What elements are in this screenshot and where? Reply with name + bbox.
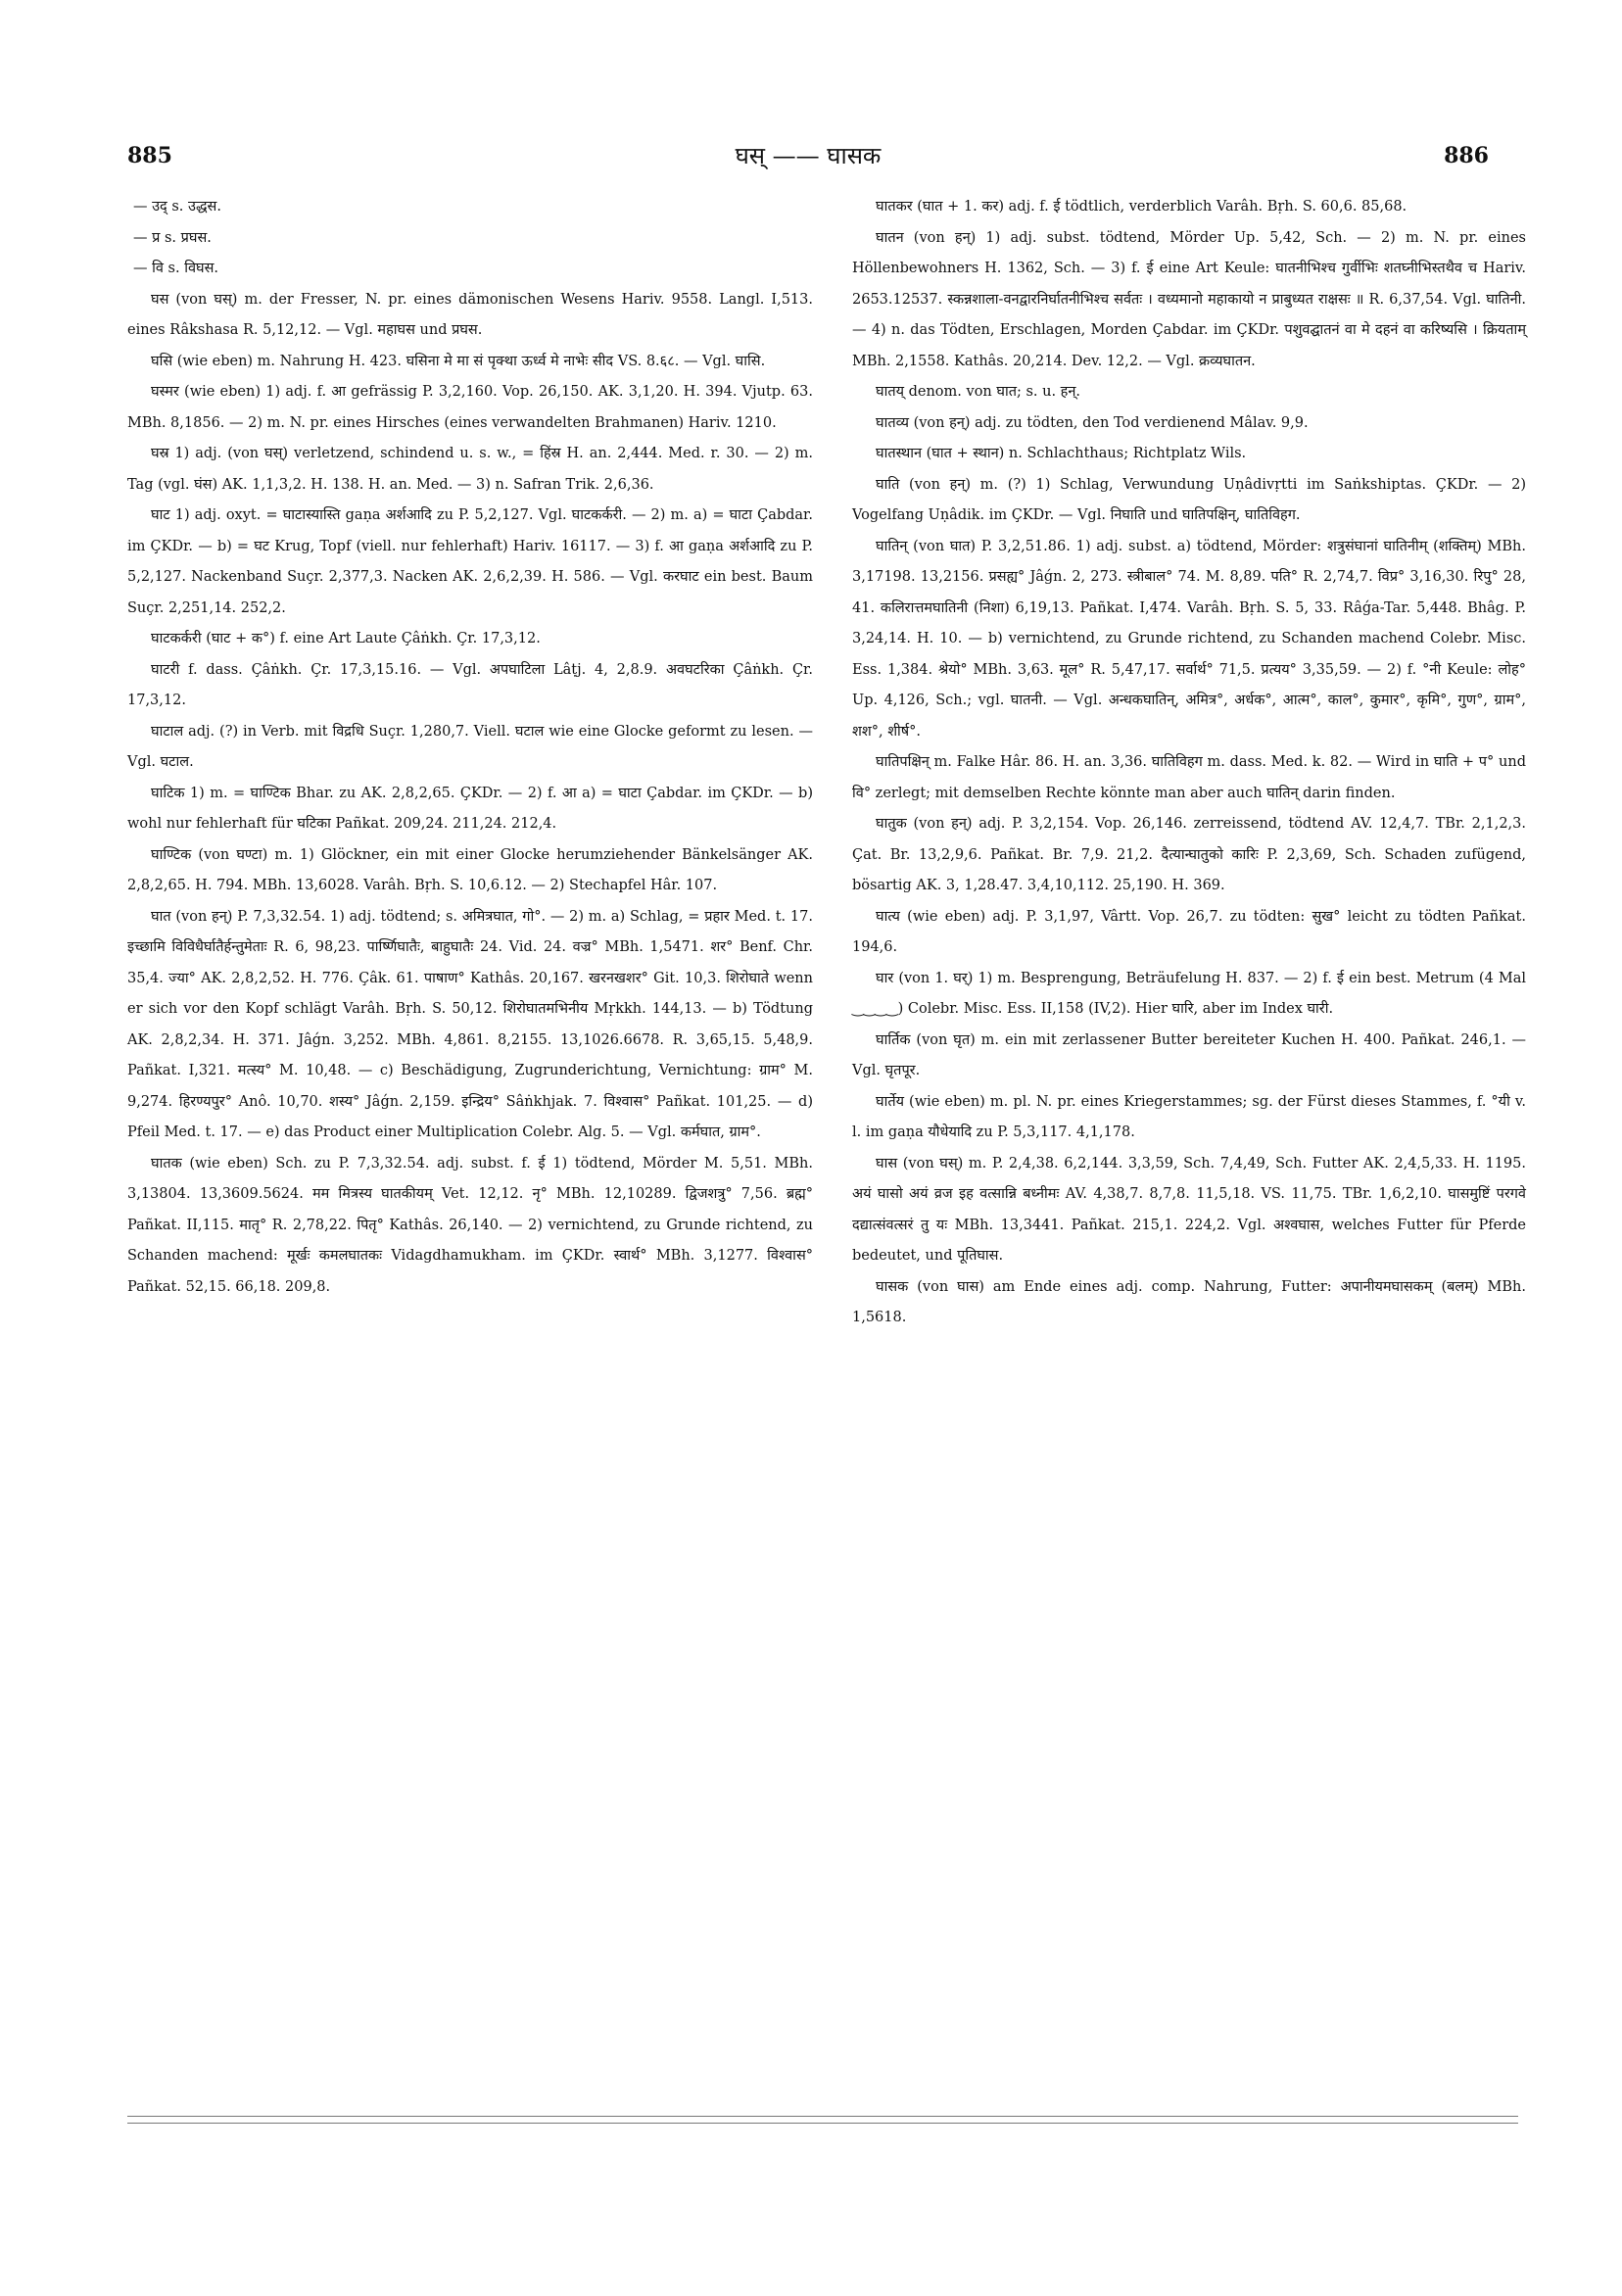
dictionary-entry: घातस्थान (घात + स्थान) n. Schlachthaus; Richtplatz Wils. <box>876 446 1247 461</box>
dictionary-entry: घास (von घस्) m. P. 2,4,38. 6,2,144. 3,3,59, Sch. 7,4,49, Sch. Futter AK. 2,4,5,33. H. 1195. अयं घासो अयं व्रज इह वत्सान्नि बध्नीमः AV. 4,38,7. 8,7,8. 11,5,18. VS. 11,75. TBr. 1,6,2,10. घासमुष्टिं परगवे दद्यात्संवत्सरं तु यः MBh. 13,3441. Pañkat. 215,1. 224,2. Vgl. अश्वघास, welches Futter für Pferde bedeutet, und पूतिघास. <box>852 1155 1526 1264</box>
dictionary-entry: घात्य (wie eben) adj. P. 3,1,97, Vârtt. Vop. 26,7. zu tödten: सुख° leicht zu tödten Pañkat. 194,6. <box>852 908 1526 955</box>
sub-entry: — उद् s. उद्धस. <box>133 199 221 215</box>
dictionary-entry: घातन (von हन्) 1) adj. subst. tödtend, Mörder Up. 5,42, Sch. — 2) m. N. pr. eines Höllenbewohners H. 1362, Sch. — 3) f. ई eine Art Keule: घातनीभिश्च गुर्वीभिः शतघ्नीभिस्तथैव च Hariv. 2653.12537. स्कन्नशाला-वनद्वारनिर्घातनीभिश्च सर्वतः । वध्यमानो महाकायो न प्राबुध्यत राक्षसः ॥ R. 6,37,54. Vgl. घातिनी. — 4) n. das Tödten, Erschlagen, Morden Çabdar. im ÇKDr. पशुवद्घातनं वा मे दहनं वा करिष्यसि । क्रियताम् MBh. 2,1558. Kathâs. 20,214. Dev. 12,2. — Vgl. क्रव्यघातन. <box>852 229 1526 369</box>
dictionary-entry: घार्तेय (wie eben) m. pl. N. pr. eines Kriegerstammes; sg. der Fürst dieses Stammes, f. °यी v. l. im gaṇa यौधेयादि zu P. 5,3,117. 4,1,178. <box>852 1093 1526 1140</box>
running-title: घस् —— घासक <box>735 142 882 169</box>
dictionary-entry: घाण्टिक (von घण्टा) m. 1) Glöckner, ein mit einer Glocke herumziehender Bänkelsänger AK. 2,8,2,65. H. 794. MBh. 13,6028. Varâh. Bṛh. S. 10,6.12. — 2) Stechapfel Hâr. 107. <box>127 846 813 893</box>
dictionary-entry: घाति (von हन्) m. (?) 1) Schlag, Verwundung Uṇâdivṛtti im Saṅkshiptas. ÇKDr. — 2) Vogelfang Uṇâdik. im ÇKDr. — Vgl. निघाति und घातिपक्षिन्, घातिविहग. <box>852 476 1526 523</box>
dictionary-entry: घातुक (von हन्) adj. P. 3,2,154. Vop. 26,146. zerreissend, tödtend AV. 12,4,7. TBr. 2,1,2,3. Çat. Br. 13,2,9,6. Pañkat. Br. 7,9. 21,2. दैत्यान्घातुको कारिः P. 2,3,69, Sch. Schaden zufügend, bösartig AK. 3, 1,28.47. 3,4,10,112. 25,190. H. 369. <box>852 816 1526 893</box>
dictionary-entry: घाटरी f. dass. Çâṅkh. Çr. 17,3,15.16. — Vgl. अपघाटिला Lâṭj. 4, 2,8.9. अवघटरिका Çâṅkh. Çr. 17,3,12. <box>127 661 813 708</box>
dictionary-entry: घस्र 1) adj. (von घस्) verletzend, schindend u. s. w., = हिंस्र H. an. 2,444. Med. r. 30. — 2) m. Tag (vgl. घंस) AK. 1,1,3,2. H. 138. H. an. Med. — 3) n. Safran Trik. 2,6,36. <box>127 446 813 493</box>
dictionary-entry: घातव्य (von हन्) adj. zu tödten, den Tod verdienend Mâlav. 9,9. <box>876 414 1309 431</box>
right-column <box>852 192 1526 1334</box>
dictionary-entry: घाटकर्करी (घाट + क°) f. eine Art Laute Çâṅkh. Çr. 17,3,12. <box>151 631 541 646</box>
dictionary-entry: घातय् denom. von घात; s. u. हन्. <box>876 384 1081 400</box>
dictionary-entry: घस्मर (wie eben) 1) adj. f. आ gefrässig P. 3,2,160. Vop. 26,150. AK. 3,1,20. H. 394. Vjutp. 63. MBh. 8,1856. — 2) m. N. pr. eines Hirsches (eines verwandelten Brahmanen) Hariv. 1210. <box>127 384 813 431</box>
dictionary-entry: घात (von हन्) P. 7,3,32.54. 1) adj. tödtend; s. अमित्रघात, गो°. — 2) m. a) Schlag, = प्रहार Med. t. 17. इच्छामि विविधैर्घातैर्हन्तुमेताः R. 6, 98,23. पार्ष्णिघातैः, बाहुघातैः 24. Vid. 24. वज्र° MBh. 1,5471. शर° Benf. Chr. 35,4. ज्या° AK. 2,8,2,52. H. 776. Çâk. 61. पाषाण° Kathâs. 20,167. खरनखशर° Git. 10,3. शिरोघाते wenn er sich vor den Kopf schlägt Varâh. Bṛh. S. 50,12. शिरोघातमभिनीय Mṛkkh. 144,13. — b) Tödtung AK. 2,8,2,34. H. 371. Jâǵn. 3,252. MBh. 4,861. 8,2155. 13,1026.6678. R. 3,65,15. 5,48,9. Pañkat. I,321. मत्स्य° M. 10,48. — c) Beschädigung, Zugrunderichtung, Vernichtung: ग्राम° M. 9,274. हिरण्यपुर° Anô. 10,70. शस्य° Jâǵn. 2,159. इन्द्रिय° Sâṅkhjak. 7. विश्वास° Pañkat. 101,25. — d) Pfeil Med. t. 17. — e) das Product einer Multiplication Colebr. Alg. 5. — Vgl. कर्मघात, ग्राम°. <box>127 908 813 1140</box>
left-column <box>127 192 813 1303</box>
dictionary-entry: घाटाल adj. (?) in Verb. mit विद्रधि Suçr. 1,280,7. Viell. घटाल wie eine Glocke geformt zu lesen. — Vgl. घटाल. <box>127 723 813 770</box>
footer-rule <box>127 2123 1518 2124</box>
footer-rule <box>127 2116 1518 2117</box>
sub-entry: — प्र s. प्रघस. <box>133 229 212 246</box>
dictionary-entry: घासक (von घास) am Ende eines adj. comp. Nahrung, Futter: अपानीयमघासकम् (बलम्) MBh. 1,5618. <box>852 1278 1526 1325</box>
page-number-left: 885 <box>127 143 172 168</box>
dictionary-entry: घाटिक 1) m. = घाण्टिक Bhar. zu AK. 2,8,2,65. ÇKDr. — 2) f. आ a) = घाटा Çabdar. im ÇKDr. — b) wohl nur fehlerhaft für घटिका Pañkat. 209,24. 211,24. 212,4. <box>127 785 813 832</box>
dictionary-entry: घसि (wie eben) m. Nahrung H. 423. घसिना मे मा सं पृक्था ऊर्ध्व मे नाभेः सीद VS. 8.६८. — Vgl. घासि. <box>151 353 766 369</box>
dictionary-entry: घस (von घस्) m. der Fresser, N. pr. eines dämonischen Wesens Hariv. 9558. Langl. I,513. eines Râkshasa R. 5,12,12. — Vgl. महाघस und प्रघस. <box>127 291 813 338</box>
dictionary-entry: घातकर (घात + 1. कर) adj. f. ई tödtlich, verderblich Varâh. Bṛh. S. 60,6. 85,68. <box>876 199 1407 215</box>
dictionary-entry: घातिपक्षिन् m. Falke Hâr. 86. H. an. 3,36. घातिविहग m. dass. Med. k. 82. — Wird in घाति + प° und वि° zerlegt; mit demselben Rechte könnte man aber auch घातिन् darin finden. <box>852 754 1526 801</box>
dictionary-entry: घार्तिक (von घृत) m. ein mit zerlassener Butter bereiteter Kuchen H. 400. Pañkat. 246,1. — Vgl. घृतपूर. <box>852 1031 1526 1078</box>
dictionary-entry: घाट 1) adj. oxyt. = घाटास्यास्ति gaṇa अर्शआदि zu P. 5,2,127. Vgl. घाटकर्करी. — 2) m. a) = घाटा Çabdar. im ÇKDr. — b) = घट Krug, Topf (viell. nur fehlerhaft) Hariv. 16117. — 3) f. आ gaṇa अर्शआदि zu P. 5,2,127. Nackenband Suçr. 2,377,3. Nacken AK. 2,6,2,39. H. 586. — Vgl. करघाट ein best. Baum Suçr. 2,251,14. 252,2. <box>127 507 813 616</box>
page-header <box>127 143 1489 182</box>
page-number-right: 886 <box>1444 143 1489 168</box>
dictionary-entry: घार (von 1. घर्) 1) m. Besprengung, Beträufelung H. 837. — 2) f. ई ein best. Metrum (4 Mal ‿‿‿‿) Colebr. Misc. Ess. II,158 (IV,2). Hier घारि, aber im Index घारी. <box>852 970 1526 1017</box>
sub-entry: — वि s. विघस. <box>133 261 218 276</box>
dictionary-entry: घातिन् (von घात) P. 3,2,51.86. 1) adj. subst. a) tödtend, Mörder: शत्रुसंघानां घातिनीम् (शक्तिम्) MBh. 3,17198. 13,2156. प्रसह्य° Jâǵn. 2, 273. स्त्रीबाल° 74. M. 8,89. पति° R. 2,74,7. विप्र° 3,16,30. रिपु° 28, 41. कलिरात्तमघातिनी (निशा) 6,19,13. Pañkat. I,474. Varâh. Bṛh. S. 5, 33. Râǵa-Tar. 5,448. Bhâg. P. 3,24,14. H. 10. — b) vernichtend, zu Grunde richtend, zu Schanden machend Colebr. Misc. Ess. 1,384. श्रेयो° MBh. 3,63. मूल° R. 5,47,17. सर्वार्थ° 71,5. प्रत्यय° 3,35,59. — 2) f. °नी Keule: लोह° Up. 4,126, Sch.; vgl. घातनी. — Vgl. अन्धकघातिन्, अमित्र°, अर्धक°, आत्म°, काल°, कुमार°, कृमि°, गुण°, ग्राम°, शश°, शीर्ष°. <box>852 538 1526 740</box>
dictionary-entry: घातक (wie eben) Sch. zu P. 7,3,32.54. adj. subst. f. ई 1) tödtend, Mörder M. 5,51. MBh. 3,13804. 13,3609.5624. मम मित्रस्य घातकीयम् Vet. 12,12. नृ° MBh. 12,10289. द्विजशत्रु° 7,56. ब्रह्म° Pañkat. II,115. मातृ° R. 2,78,22. पितृ° Kathâs. 26,140. — 2) vernichtend, zu Grunde richtend, zu Schanden machend: मूर्खः कमलघातकः Vidagdhamukham. im ÇKDr. स्वार्थ° MBh. 3,1277. विश्वास° Pañkat. 52,15. 66,18. 209,8. <box>127 1155 813 1295</box>
